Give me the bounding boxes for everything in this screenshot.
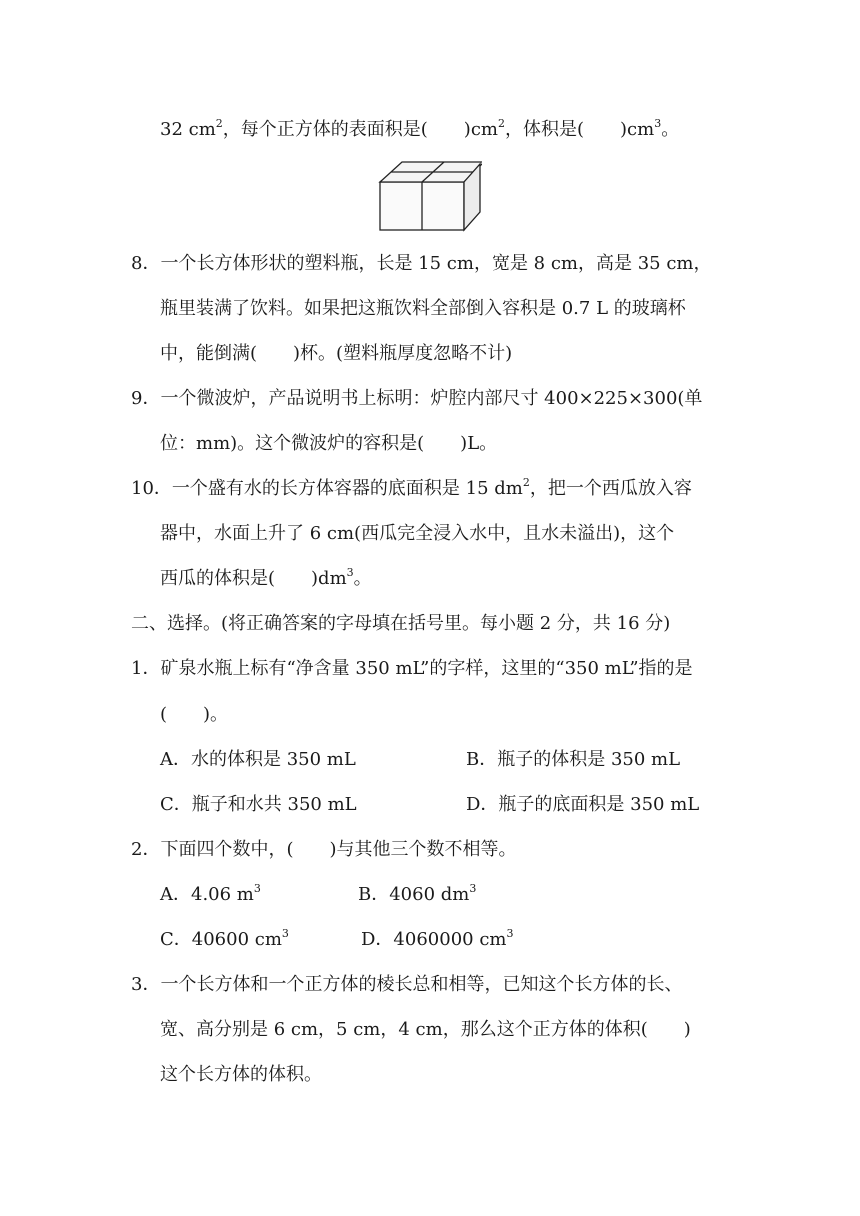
q9-line-1: 9．一个微波炉，产品说明书上标明：炉腔内部尺寸 400×225×300(单 [131, 388, 703, 409]
superscript-3: 3 [253, 882, 261, 895]
q8-line-3: 中，能倒满( )杯。(塑料瓶厚度忽略不计) [160, 343, 513, 364]
q10-line-3: 西瓜的体积是( )$dm^3$。 [160, 566, 372, 589]
superscript-3: 3 [281, 927, 289, 940]
q10-line-1: 10．一个盛有水的长方体容器的底面积是 15 $dm^2$，把一个西瓜放入容 [131, 476, 692, 499]
c2-option-a: A．4.06 $m^3$ [160, 882, 261, 905]
q9-line-2: 位：mm)。这个微波炉的容积是( )L。 [160, 433, 498, 454]
q10-line-2: 器中，水面上升了 6 cm(西瓜完全浸入水中，且水未溢出)，这个 [160, 523, 675, 544]
superscript-3: 3 [506, 927, 514, 940]
section-2-heading: 二、选择。(将正确答案的字母填在括号里。每小题 2 分，共 16 分) [131, 613, 671, 634]
q8-line-1: 8．一个长方体形状的塑料瓶，长是 15 cm，宽是 8 cm，高是 35 cm， [131, 253, 712, 274]
superscript-3: 3 [346, 566, 354, 579]
superscript-3: 3 [469, 882, 477, 895]
q7-line-1: 32 $cm^2$，每个正方体的表面积是( )$cm^2$，体积是( )$cm^3$。 [160, 117, 680, 140]
superscript-2: 2 [522, 476, 530, 489]
c1-line-2: ( )。 [160, 704, 229, 725]
c1-option-a: A．水的体积是 350 mL [160, 749, 356, 770]
c2-option-b: B．4060 $dm^3$ [358, 882, 477, 905]
superscript-2: 2 [215, 117, 223, 130]
c2-option-d: D．4060000 $cm^3$ [361, 927, 514, 950]
two-cubes-figure [378, 154, 482, 234]
c3-line-3: 这个长方体的体积。 [160, 1064, 322, 1085]
c1-option-d: D．瓶子的底面积是 350 mL [466, 794, 700, 815]
c1-line-1: 1．矿泉水瓶上标有“净含量 350 mL”的字样，这里的“350 mL”指的是 [131, 658, 693, 679]
superscript-3: 3 [654, 117, 662, 130]
c3-line-2: 宽、高分别是 6 cm，5 cm，4 cm，那么这个正方体的体积( ) [160, 1019, 691, 1040]
c1-option-b: B．瓶子的体积是 350 mL [466, 749, 681, 770]
superscript-2: 2 [497, 117, 505, 130]
c2-option-c: C．40600 $cm^3$ [160, 927, 289, 950]
c3-line-1: 3．一个长方体和一个正方体的棱长总和相等，已知这个长方体的长、 [131, 974, 683, 995]
c2-line-1: 2．下面四个数中，( )与其他三个数不相等。 [131, 839, 517, 860]
c1-option-c: C．瓶子和水共 350 mL [160, 794, 357, 815]
q8-line-2: 瓶里装满了饮料。如果把这瓶饮料全部倒入容积是 0.7 L 的玻璃杯 [160, 298, 686, 319]
